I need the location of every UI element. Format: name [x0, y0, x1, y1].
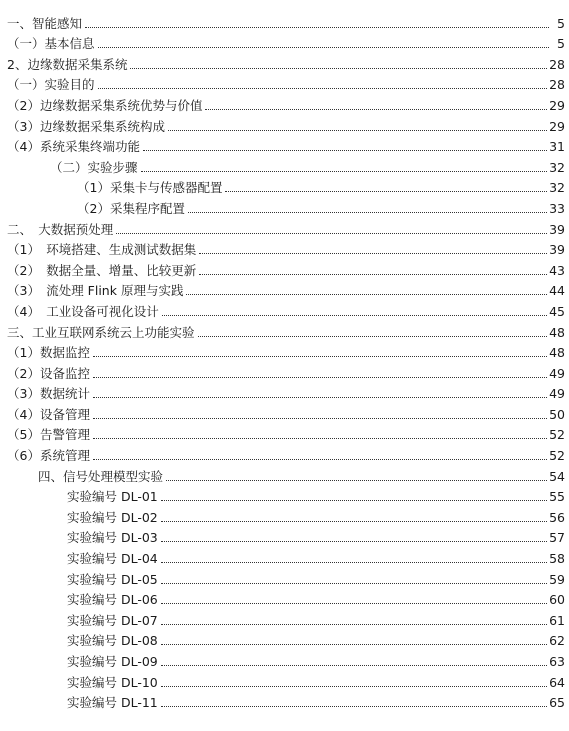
toc-dot-leader: [93, 418, 547, 419]
toc-entry[interactable]: [0, 669, 569, 690]
toc-entry[interactable]: [0, 360, 569, 381]
toc-entry[interactable]: [0, 566, 569, 587]
toc-entry-title: （二）实验步骤: [50, 159, 138, 175]
toc-entry-title: （3） 流处理 Flink 原理与实践: [7, 283, 184, 299]
toc-entry-page-number: 48: [549, 324, 565, 340]
toc-entry-page-number: 28: [549, 77, 565, 93]
toc-entry-page-number: 56: [549, 509, 565, 525]
toc-entry[interactable]: [0, 648, 569, 669]
toc-entry[interactable]: [0, 113, 569, 134]
toc-entry-page-number: 29: [549, 118, 565, 134]
toc-dot-leader: [85, 27, 549, 28]
toc-dot-leader: [198, 336, 548, 337]
toc-entry-title: 实验编号 DL-06: [67, 592, 158, 608]
toc-dot-leader: [168, 130, 547, 131]
toc-entry-page-number: 52: [549, 448, 565, 464]
toc-entry[interactable]: [0, 607, 569, 628]
toc-entry-page-number: 5: [557, 15, 565, 31]
toc-entry-title: （2） 数据全量、增量、比较更新: [7, 262, 197, 278]
toc-entry-title: 四、信号处理模型实验: [38, 468, 164, 484]
toc-entry-title: 实验编号 DL-09: [67, 654, 158, 669]
toc-entry-page-number: 64: [549, 674, 565, 690]
toc-entry[interactable]: [0, 442, 569, 463]
toc-dot-leader: [93, 438, 547, 439]
toc-entry-page-number: 55: [549, 489, 565, 505]
toc-dot-leader: [161, 603, 547, 604]
toc-entry-title: （4）设备管理: [7, 406, 90, 422]
toc-entry[interactable]: [0, 154, 569, 175]
toc-entry[interactable]: [0, 257, 569, 278]
toc-entry[interactable]: [0, 401, 569, 422]
toc-entry-page-number: 32: [549, 159, 565, 175]
toc-entry-title: 实验编号 DL-11: [67, 695, 158, 711]
toc-entry[interactable]: [0, 690, 569, 711]
toc-entry-title: 三、工业互联网系统云上功能实验: [7, 324, 195, 340]
toc-entry-page-number: 28: [549, 56, 565, 72]
toc-dot-leader: [161, 665, 547, 666]
toc-entry-page-number: 49: [549, 365, 565, 381]
toc-entry-page-number: 29: [549, 97, 565, 113]
toc-entry-page-number: 63: [549, 654, 565, 669]
toc-dot-leader: [199, 274, 547, 275]
toc-dot-leader: [161, 686, 547, 687]
toc-entry-page-number: 43: [549, 262, 565, 278]
toc-entry[interactable]: [0, 587, 569, 608]
toc-entry-page-number: 57: [549, 530, 565, 546]
toc-entry-title: 实验编号 DL-04: [67, 551, 158, 567]
toc-entry-title: （2）设备监控: [7, 365, 90, 381]
toc-dot-leader: [186, 294, 547, 295]
toc-entry[interactable]: [0, 340, 569, 361]
toc-entry-page-number: 50: [549, 406, 565, 422]
toc-entry[interactable]: [0, 319, 569, 340]
toc-entry-title: 实验编号 DL-03: [67, 530, 158, 546]
toc-dot-leader: [93, 459, 547, 460]
toc-dot-leader: [225, 191, 547, 192]
toc-dot-leader: [93, 377, 547, 378]
toc-entry-page-number: 39: [549, 242, 565, 258]
toc-dot-leader: [199, 253, 547, 254]
toc-dot-leader: [188, 212, 547, 213]
toc-entry-title: 实验编号 DL-08: [67, 633, 158, 649]
toc-dot-leader: [130, 68, 547, 69]
toc-entry[interactable]: [0, 134, 569, 155]
toc-entry-page-number: 59: [549, 571, 565, 587]
toc-entry-title: （1） 环境搭建、生成测试数据集: [7, 242, 197, 258]
toc-dot-leader: [161, 562, 547, 563]
toc-entry-page-number: 33: [549, 200, 565, 216]
toc-entry[interactable]: [0, 484, 569, 505]
toc-entry-page-number: 58: [549, 551, 565, 567]
toc-entry-page-number: 60: [549, 592, 565, 608]
toc-entry[interactable]: [0, 463, 569, 484]
toc-entry-page-number: 65: [549, 695, 565, 711]
toc-entry-title: 一、智能感知: [7, 15, 83, 31]
toc-entry[interactable]: [0, 237, 569, 258]
toc-entry-title: 二、 大数据预处理: [7, 221, 114, 237]
toc-entry-title: 实验编号 DL-02: [67, 509, 158, 525]
toc-entry[interactable]: [0, 298, 569, 319]
toc-entry[interactable]: [0, 195, 569, 216]
toc-dot-leader: [161, 644, 547, 645]
toc-entry-title: 实验编号 DL-01: [67, 489, 158, 505]
toc-entry-page-number: 61: [549, 612, 565, 628]
toc-entry[interactable]: [0, 525, 569, 546]
toc-entry-title: 2、边缘数据采集系统: [7, 56, 128, 72]
toc-entry[interactable]: [0, 545, 569, 566]
toc-dot-leader: [161, 706, 547, 707]
toc-entry-title: （3）数据统计: [7, 386, 90, 402]
toc-entry[interactable]: [0, 92, 569, 113]
toc-entry-title: 实验编号 DL-10: [67, 674, 158, 690]
toc-entry-title: （4）系统采集终端功能: [7, 139, 140, 155]
toc-entry[interactable]: [0, 10, 569, 31]
toc-dot-leader: [116, 233, 547, 234]
toc-dot-leader: [93, 397, 547, 398]
toc-entry-page-number: 5: [557, 36, 565, 52]
toc-dot-leader: [205, 109, 547, 110]
toc-entry-title: （2）边缘数据采集系统优势与价值: [7, 97, 203, 113]
toc-entry[interactable]: [0, 72, 569, 93]
toc-dot-leader: [93, 356, 547, 357]
toc-entry-title: 实验编号 DL-07: [67, 612, 158, 628]
toc-entry-title: （1）采集卡与传感器配置: [77, 180, 223, 196]
toc-entry-title: （3）边缘数据采集系统构成: [7, 118, 165, 134]
toc-entry-title: （5）告警管理: [7, 427, 90, 443]
toc-dot-leader: [162, 315, 547, 316]
toc-dot-leader: [166, 480, 547, 481]
toc-entry[interactable]: [0, 278, 569, 299]
toc-entry[interactable]: [0, 175, 569, 196]
toc-dot-leader: [141, 171, 548, 172]
toc-entry-page-number: 32: [549, 180, 565, 196]
toc-dot-leader: [98, 47, 549, 48]
toc-entry-page-number: 31: [549, 139, 565, 155]
toc-entry-page-number: 49: [549, 386, 565, 402]
toc-entry[interactable]: [0, 31, 569, 52]
toc-dot-leader: [161, 541, 547, 542]
toc-entry-page-number: 45: [549, 303, 565, 319]
toc-dot-leader: [161, 521, 547, 522]
toc-entry-title: （一）基本信息: [7, 36, 95, 52]
toc-entry-page-number: 39: [549, 221, 565, 237]
toc-entry[interactable]: [0, 216, 569, 237]
toc-entry[interactable]: [0, 422, 569, 443]
toc-dot-leader: [161, 624, 547, 625]
toc-entry-title: （4） 工业设备可视化设计: [7, 303, 159, 319]
toc-entry[interactable]: [0, 51, 569, 72]
toc-entry-title: （一）实验目的: [7, 77, 95, 93]
toc-entry-page-number: 48: [549, 345, 565, 361]
toc-dot-leader: [161, 583, 547, 584]
toc-entry[interactable]: [0, 504, 569, 525]
toc-entry-page-number: 52: [549, 427, 565, 443]
toc-entry-page-number: 44: [549, 283, 565, 299]
toc-entry-title: （1）数据监控: [7, 345, 90, 361]
toc-dot-leader: [161, 500, 547, 501]
toc-entry[interactable]: [0, 628, 569, 649]
toc-entry-title: 实验编号 DL-05: [67, 571, 158, 587]
toc-dot-leader: [143, 150, 547, 151]
toc-entry-title: （6）系统管理: [7, 448, 90, 464]
toc-dot-leader: [98, 88, 548, 89]
toc-entry[interactable]: [0, 381, 569, 402]
toc-entry-page-number: 54: [549, 468, 565, 484]
toc-entry-title: （2）采集程序配置: [77, 200, 185, 216]
toc-entry-page-number: 62: [549, 633, 565, 649]
